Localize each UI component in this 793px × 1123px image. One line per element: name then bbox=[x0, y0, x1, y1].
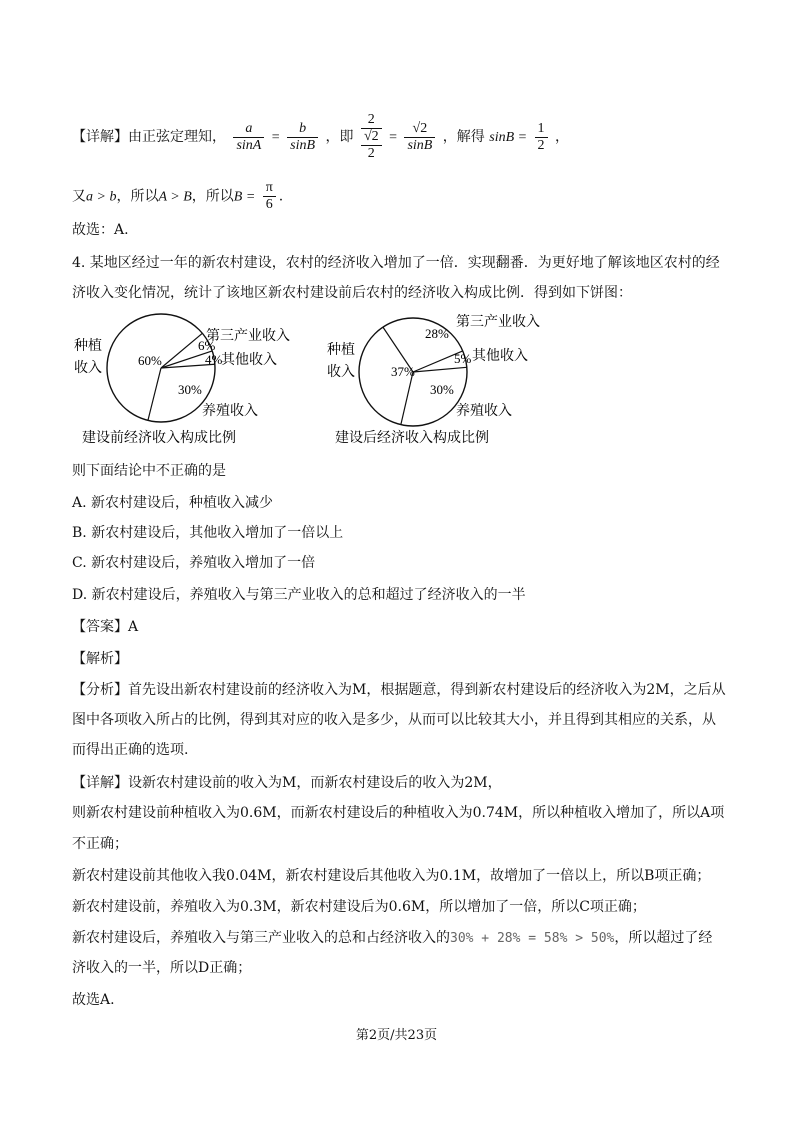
pie-1-pct-3: 30% bbox=[178, 382, 202, 397]
pie-1-pct-0: 60% bbox=[138, 353, 162, 368]
pie-1-outer-label-0: 第三产业收入 bbox=[206, 328, 290, 344]
option-a: A. 新农村建设后，种植收入减少 bbox=[72, 495, 274, 511]
pie-2-pct-2: 5% bbox=[454, 351, 472, 366]
pie-2-title: 建设后经济收入构成比例 bbox=[335, 430, 489, 446]
frac-pi-6: $\frac{\pi}{6}$ bbox=[263, 180, 276, 213]
option-b: B. 新农村建设后，其他收入增加了一倍以上 bbox=[72, 525, 344, 541]
question-4-line2: 济收入变化情况，统计了该地区新农村建设前后农村的经济收入构成比例．得到如下饼图： bbox=[72, 285, 632, 301]
detail-conclusion: 又a > b，所以A > B，所以B = $\frac{\pi}{6}$ . bbox=[72, 180, 284, 212]
pie-2-side-label: 种植 bbox=[327, 342, 355, 358]
detail4-line7: 济收入的一半，所以D正确； bbox=[72, 960, 252, 976]
analysis-line3: 而得出正确的选项. bbox=[72, 742, 189, 758]
frac-root2-sinB: $\frac{√2}{\sin B}$ bbox=[404, 121, 435, 154]
detail4-line2: 则新农村建设前种植收入为0.6M，而新农村建设后的种植收入为0.74M，所以种植收入增加了，所以A项 bbox=[72, 805, 725, 821]
pie-1-slice-edge bbox=[148, 368, 161, 420]
pie-1-title: 建设前经济收入构成比例 bbox=[82, 430, 236, 446]
pie-1-outer-label-2: 养殖收入 bbox=[202, 403, 258, 419]
pie-1-pct-1: 6% bbox=[198, 338, 216, 353]
question-4-line1: 4. 某地区经过一年的新农村建设，农村的经济收入增加了一倍．实现翻番．为更好地了解该地区农村的经 bbox=[72, 255, 720, 271]
pie-2-pct-3: 30% bbox=[430, 382, 454, 397]
detail4-line3: 不正确； bbox=[72, 836, 128, 852]
pie-charts bbox=[0, 310, 793, 460]
detail4-line1: 【详解】设新农村建设前的收入为M，而新农村建设后的收入为2M， bbox=[72, 775, 502, 791]
jiexi-label: 【解析】 bbox=[72, 651, 128, 667]
pie-2-outer-label-1: 其他收入 bbox=[472, 348, 528, 364]
pie-2-outer-label-0: 第三产业收入 bbox=[456, 314, 540, 330]
choose-a-1: 故选：A. bbox=[72, 222, 129, 238]
frac-a-sinA: $\frac{a}{\sin A}$ bbox=[233, 121, 264, 154]
detail4-line4: 新农村建设前其他收入我0.04M，新农村建设后其他收入为0.1M，故增加了一倍以上，所以B项正确； bbox=[72, 868, 711, 884]
answer: 【答案】A bbox=[72, 619, 139, 635]
pie-1-outer-label-1: 其他收入 bbox=[221, 352, 277, 368]
detail4-line5: 新农村建设前，养殖收入为0.3M，新农村建设后为0.6M，所以增加了一倍，所以C项正确； bbox=[72, 899, 646, 915]
pie-2-outer-label-2: 养殖收入 bbox=[456, 403, 512, 419]
pie-1-side-label: 收入 bbox=[74, 360, 102, 376]
frac-b-sinB: $\frac{b}{\sin B}$ bbox=[287, 121, 318, 154]
analysis-line2: 图中各项收入所占的比例，得到其对应的收入是多少，从而可以比较其大小，并且得到其相应的关系，从 bbox=[72, 712, 716, 728]
option-d: D. 新农村建设后，养殖收入与第三产业收入的总和超过了经济收入的一半 bbox=[72, 587, 526, 603]
pie-1-slice-edge bbox=[161, 333, 202, 368]
detail4-line6: 新农村建设后，养殖收入与第三产业收入的总和占经济收入的30% + 28% = 58% > 50%，所以超过了经 bbox=[72, 930, 713, 946]
pie-2-pct-0: 37% bbox=[391, 364, 415, 379]
pie-2-slice-edge bbox=[401, 372, 413, 425]
detail-sine-law: 【详解】由正弦定理知， $\frac{a}{\sin A}$ = $\frac{b}{\sin B}$ ，即 $\frac{2}{\frac{√2}{2}}$ = $\frac{√2}{\sin B}$ ，解得 sinB = $\frac{1}{2}$ ， bbox=[72, 112, 569, 161]
page-footer: 第2页/共23页 bbox=[355, 1028, 438, 1043]
option-c: C. 新农村建设后，养殖收入增加了一倍 bbox=[72, 555, 316, 571]
pie-2-side-label: 收入 bbox=[327, 364, 355, 380]
detail4-line8: 故选A. bbox=[72, 992, 115, 1008]
analysis-line1: 【分析】首先设出新农村建设前的经济收入为M，根据题意，得到新农村建设后的经济收入为2M，之后从 bbox=[72, 682, 726, 698]
pie-2-pct-1: 28% bbox=[425, 326, 449, 341]
question-stem: 则下面结论中不正确的是 bbox=[72, 463, 226, 479]
frac-one-half: $\frac{1}{2}$ bbox=[535, 121, 548, 154]
sum-expression: 30% + 28% = 58% > 50% bbox=[450, 931, 615, 946]
frac-2-over-root2-2: $\frac{2}{\frac{√2}{2}}$ bbox=[361, 112, 382, 162]
pie-1-side-label: 种植 bbox=[74, 338, 102, 354]
pie-1-pct-2: 4% bbox=[205, 352, 223, 367]
